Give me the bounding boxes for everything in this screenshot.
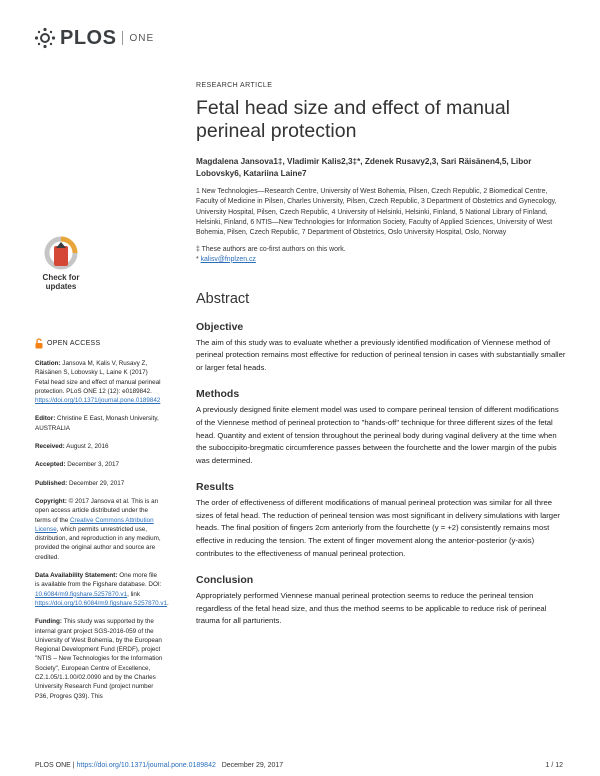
badge-line1: Check for — [42, 273, 80, 282]
funding-text: This study was supported by the internal grant project SGS-2016-059 of the University of West Bohemia, by the European Regional Development Fund (ERDF), project "NTIS – New Technologies for the Information Society", European Centre of Excellence, CZ.1.05/1.1.00/02.0090 and by the Charles University Research Fund (project number P36, Progres Q39). This — [35, 618, 163, 700]
open-lock-icon — [35, 338, 43, 349]
editor-label: Editor: — [35, 415, 56, 423]
data-availability-text-2: , link — [127, 590, 141, 598]
logo-divider — [122, 31, 123, 45]
published-label: Published: — [35, 479, 68, 487]
section-heading: Conclusion — [196, 574, 254, 587]
data-availability-text-3: . — [166, 599, 169, 607]
funding-label: Funding: — [35, 618, 62, 626]
citation-doi-link[interactable]: https://doi.org/10.1371/journal.pone.0189842 — [35, 397, 161, 405]
article-sidebar — [35, 338, 169, 710]
section-heading: Objective — [196, 320, 244, 333]
data-availability-text-1: One more file is available from the Figshare database. DOI: — [35, 572, 162, 589]
abstract-conclusion — [196, 574, 566, 628]
funding — [35, 617, 163, 701]
abstract-methods — [196, 388, 566, 467]
received-label: Received: — [35, 443, 65, 451]
editor-text: Christine E East, Monash University, AUSTRALIA — [35, 415, 159, 432]
section-heading: Methods — [196, 388, 240, 401]
co-first-note: ‡ These authors are co-first authors on this work. — [196, 245, 346, 253]
footer-date: December 29, 2017 — [221, 762, 284, 769]
footer-journal: PLOS ONE — [35, 762, 71, 769]
plos-dots-icon — [34, 27, 56, 49]
author-notes — [196, 245, 566, 265]
article-title: Fetal head size and effect of manual perineal protection — [196, 97, 511, 142]
check-for-updates-badge[interactable] — [36, 236, 86, 294]
license-link[interactable]: Creative Commons Attribution License — [35, 516, 154, 533]
editor — [35, 414, 163, 433]
section-body: Appropriately performed Viennese manual perineal protection seems to reduce the perineal tension regardless of the fetal head size, and thus the method seems to be applicable to reduce risk of perineal trauma for all parturients. — [196, 591, 547, 626]
logo-brand: PLOS — [60, 26, 117, 49]
published-date: December 29, 2017 — [68, 479, 125, 487]
citation-label: Citation: — [35, 360, 61, 367]
abstract-objective — [196, 321, 566, 375]
copyright-text-2: , which permits unrestricted use, distribution, and reproduction in any medium, provided the original author and source are credited. — [35, 525, 161, 561]
accepted — [35, 460, 163, 469]
affiliations: 1 New Technologies—Research Centre, University of West Bohemia, Pilsen, Czech Republic, 2 Biomedical Centre, Faculty of Medicine in Pilsen, Charles University, Pilsen, Czech Republic, 3 Department of Obstetrics and Gynecology, University Hospital, Pilsen, Czech Republic, 4 University of Helsinki, Helsinki, Finland, 5 National Library of Finland, Helsinki, Finland, 6 NTIS—New Technologies for Information Society, Faculty of Applied Sciences, University of West Bohemia, Pilsen, Czech Republic, 7 Department of Obstetrics, Oslo University Hospital, Oslo, Norway — [196, 188, 557, 237]
article-main — [196, 82, 566, 628]
figshare-url-link[interactable]: https://doi.org/10.6084/m9.figshare.5257870.v1 — [35, 599, 167, 607]
figshare-doi-link[interactable]: 10.6084/m9.figshare.5257870.v1 — [35, 590, 128, 598]
open-access-label — [35, 338, 163, 349]
published — [35, 479, 163, 488]
received-date: August 2, 2016 — [66, 443, 109, 451]
page-number: 1 / 12 — [545, 762, 563, 769]
received — [35, 442, 163, 451]
footer-doi-link[interactable]: https://doi.org/10.1371/journal.pone.0189842 — [76, 762, 216, 769]
article-type: RESEARCH ARTICLE — [196, 82, 273, 89]
copyright-text-1: © 2017 Jansova et al. This is an open access article distributed under the terms of the — [35, 497, 159, 524]
citation-text: Jansova M, Kalis V, Rusavy Z, Räisänen S, Lobovsky L, Laine K (2017) Fetal head size and effect of manual perineal protection. PLoS ONE 12 (12): e0189842. — [35, 360, 161, 395]
author-list: Magdalena Jansova1‡, Vladimir Kalis2,3‡*, Zdenek Rusavy2,3, Sari Räisänen4,5, Libor Lobovsky6, Katariina Laine7 — [196, 157, 532, 178]
open-access-text: OPEN ACCESS — [47, 339, 101, 347]
corresponding-note — [196, 255, 566, 265]
data-availability-label: Data Availability Statement: — [35, 572, 118, 580]
accepted-date: December 3, 2017 — [67, 461, 120, 469]
abstract-results — [196, 481, 566, 560]
abstract-heading: Abstract — [196, 290, 250, 307]
section-body: The order of effectiveness of different modifications of manual perineal protection was similar for all three sizes of fetal head. The reduction of perineal tension was most significant in delivery simulations with larger heads. The final position of fingers 2cm anteriorly from the fourchette (y = +2) consistently remains most effective in reducing the tension. The extent of finger movement along the anterior-posterior (y-axis) contributes to the effectiveness of manual perineal protection. — [196, 498, 560, 558]
plos-logo[interactable] — [34, 25, 154, 51]
data-availability — [35, 571, 169, 608]
accepted-label: Accepted: — [35, 461, 66, 469]
section-body: A previously designed finite element model was used to compare perineal tension of different modifications of the Viennese method of perineal protection to "hands-off" technique for three different sizes of the fetal head. Quantity and extent of tension throughout the perineal body during vaginal delivery at the time when the suboccipito-bregmatic circumference passes between the fourchette and the lower margin of the pubis was determined. — [196, 405, 559, 465]
section-heading: Results — [196, 481, 234, 494]
badge-line2: updates — [45, 282, 77, 291]
copyright — [35, 497, 163, 562]
section-body: The aim of this study was to evaluate whether a previously identified modification of Viennese method of perineal protection remains most effective for reduction of perineal tension in cases with substantially smaller or larger fetal heads. — [196, 337, 566, 372]
corresponding-email-link[interactable]: kalisv@fnplzen.cz — [200, 255, 256, 263]
footer-sep: | — [72, 762, 75, 769]
citation — [35, 359, 163, 405]
logo-journal: ONE — [129, 32, 155, 44]
footer-left — [35, 762, 283, 769]
corresponding-marker: * — [196, 255, 201, 263]
check-updates-icon — [36, 236, 86, 294]
copyright-label: Copyright: — [35, 497, 67, 505]
